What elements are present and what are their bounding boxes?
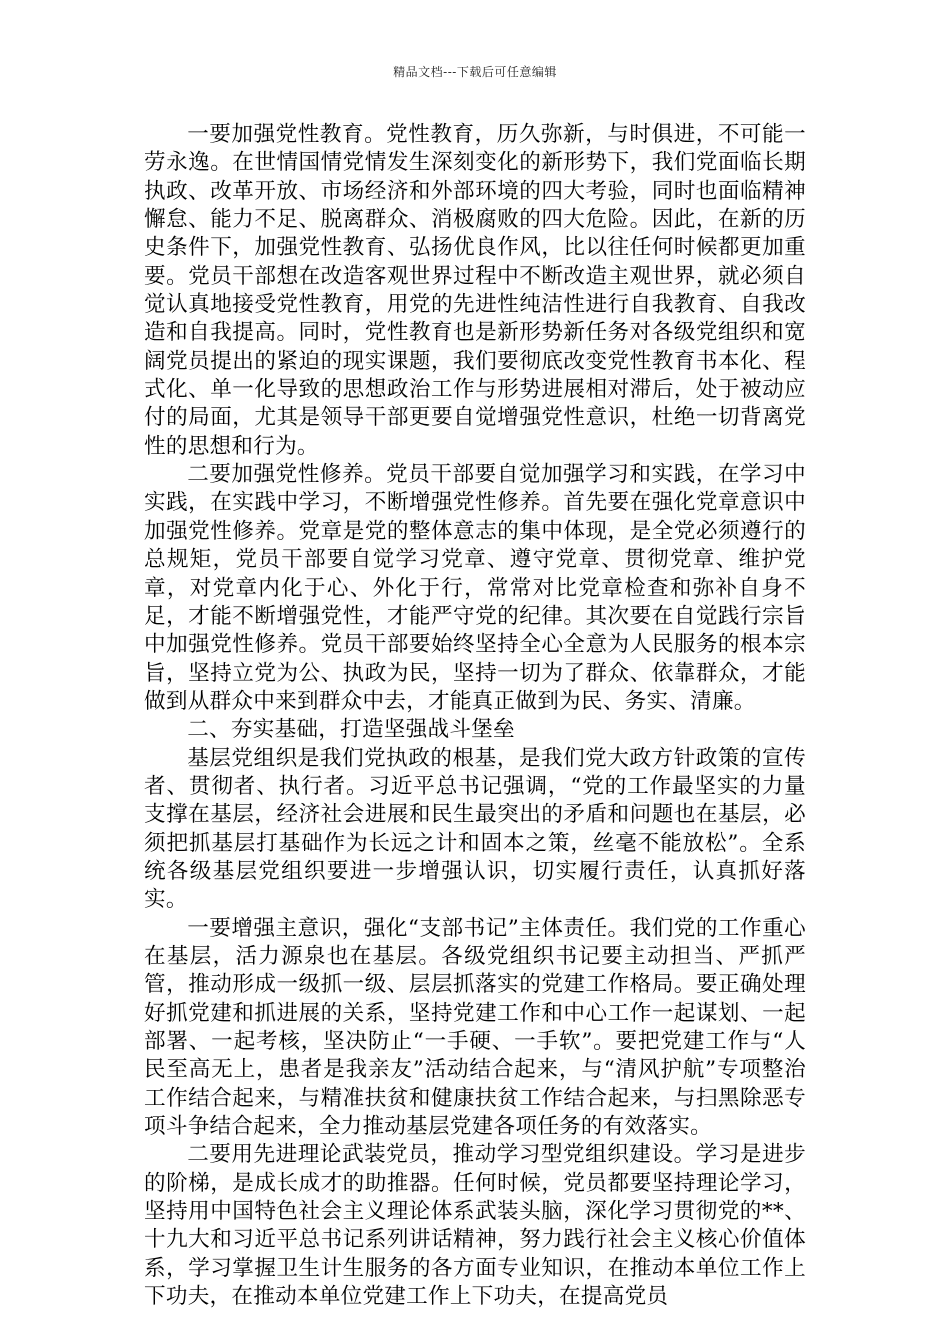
paragraph-party-cultivation: 二要加强党性修养。党员干部要自觉加强学习和实践，在学习中实践，在实践中学习，不断增强党性修养。首先要在强化党章意识中加强党性修养。党章是党的整体意志的集中体现，是全党必须遵行的总规矩，党员干部要自觉学习党章、遵守党章、贯彻党章、维护党章，对党章内化于心、外化于行，常常对比党章检查和弥补自身不足，才能不断增强党性，才能严守党的纪律。其次要在自觉践行宗旨中加强党性修养。党员干部要始终坚持全心全意为人民服务的根本宗旨，坚持立党为公、执政为民，坚持一切为了群众、依靠群众，才能做到从群众中来到群众中去，才能真正做到为民、务实、清廉。 [144,462,806,714]
paragraph-secretary-responsibility: 一要增强主意识，强化“支部书记”主体责任。我们党的工作重心在基层，活力源泉也在基层。各级党组织书记要主动担当、严抓严管，推动形成一级抓一级、层层抓落实的党建工作格局。要正确处理好抓党建和抓进展的关系，坚持党建工作和中心工作一起谋划、一起部署、一起考核，坚决防止“一手硬、一手软”。要把党建工作与“人民至高无上，患者是我亲友”活动结合起来，与“清风护航”专项整治工作结合起来，与精准扶贫和健康扶贫工作结合起来，与扫黑除恶专项斗争结合起来，全力推动基层党建各项任务的有效落实。 [144,915,806,1140]
page-header: 精品文档---下载后可任意编辑 [393,65,557,79]
paragraph-party-education: 一要加强党性教育。党性教育，历久弥新，与时俱进，不可能一劳永逸。在世情国情党情发生深刻变化的新形势下，我们党面临长期执政、改革开放、市场经济和外部环境的四大考验，同时也面临精神懈怠、能力不足、脱离群众、消极腐败的四大危险。因此，在新的历史条件下，加强党性教育、弘扬优良作风，比以往任何时候都更加重要。党员干部想在改造客观世界过程中不断改造主观世界，就必须自觉认真地接受党性教育，用党的先进性纯洁性进行自我教育、自我改造和自我提高。同时，党性教育也是新形势新任务对各级党组织和宽阔党员提出的紧迫的现实课题，我们要彻底改变党性教育书本化、程式化、单一化导致的思想政治工作与形势进展相对滞后，处于被动应付的局面，尤其是领导干部更要自觉增强党性意识，杜绝一切背离党性的思想和行为。 [144,122,806,459]
paragraph-theory-study: 二要用先进理论武装党员，推动学习型党组织建设。学习是进步的阶梯，是成长成才的助推器。任何时候，党员都要坚持理论学习，坚持用中国特色社会主义理论体系武装头脑，深化学习贯彻党的**、十九大和习近平总书记系列讲话精神，努力践行社会主义核心价值体系，学习掌握卫生计生服务的各方面专业知识，在推动本单位工作上下功夫，在推动本单位党建工作上下功夫，在提高党员 [144,1142,806,1310]
paragraph-grassroots: 基层党组织是我们党执政的根基，是我们党大政方针政策的宣传者、贯彻者、执行者。习近平总书记强调，“党的工作最坚实的力量支撑在基层，经济社会进展和民生最突出的矛盾和问题也在基层，必须把抓基层打基础作为长远之计和固本之策，丝毫不能放松”。全系统各级基层党组织要进一步增强认识，切实履行责任，认真抓好落实。 [144,745,806,913]
section-heading: 二、夯实基础，打造坚强战斗堡垒 [187,717,515,743]
document-body [144,121,806,1311]
